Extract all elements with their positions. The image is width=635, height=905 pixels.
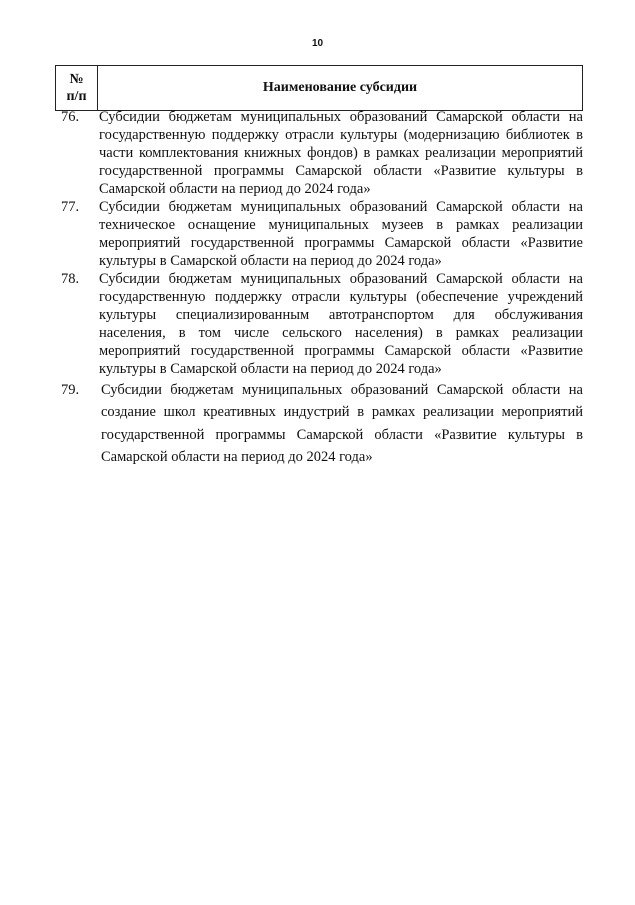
row-text: Субсидии бюджетам муниципальных образований Самарской области на создание школ креативных индустрий в рамках реализации мероприятий государственной программы Самарской области «Развитие культуры в Самарской области на период до 2024 года» [101,381,583,465]
subsidy-list [55,108,583,469]
table-row [55,108,583,198]
row-text: Субсидии бюджетам муниципальных образований Самарской области на государственную поддержку отрасли культуры (модернизацию библиотек в части комплектования книжных фондов) в рамках реализации мероприятий государственной программы Самарской области «Развитие культуры в Самарской области на период до 2024 года» [99,109,583,197]
row-text: Субсидии бюджетам муниципальных образований Самарской области на государственную поддержку отрасли культуры (обеспечение учреждений культуры специализированным автотранспортом для обслуживания населения, в том числе сельского населения) в рамках реализации мероприятий государственной программы Самарской области «Развитие культуры в Самарской области на период до 2024 года» [99,271,583,377]
row-text: Субсидии бюджетам муниципальных образований Самарской области на техническое оснащение муниципальных музеев в рамках реализации мероприятий государственной программы Самарской области «Развитие культуры в Самарской области на период до 2024 года» [99,199,583,269]
table-row [55,198,583,270]
table-row [55,270,583,378]
header-number-column [56,66,98,110]
row-number: 76. [61,109,80,125]
header-name-column: Наименование субсидии [262,80,418,95]
header-number-symbol: № [69,72,84,87]
table-header [55,65,583,111]
row-number: 78. [61,271,80,287]
table-row [55,378,583,469]
header-number-abbr: п/п [66,89,87,104]
row-number: 79. [61,381,80,398]
page-number: 10 [311,38,324,49]
row-number: 77. [61,199,80,215]
